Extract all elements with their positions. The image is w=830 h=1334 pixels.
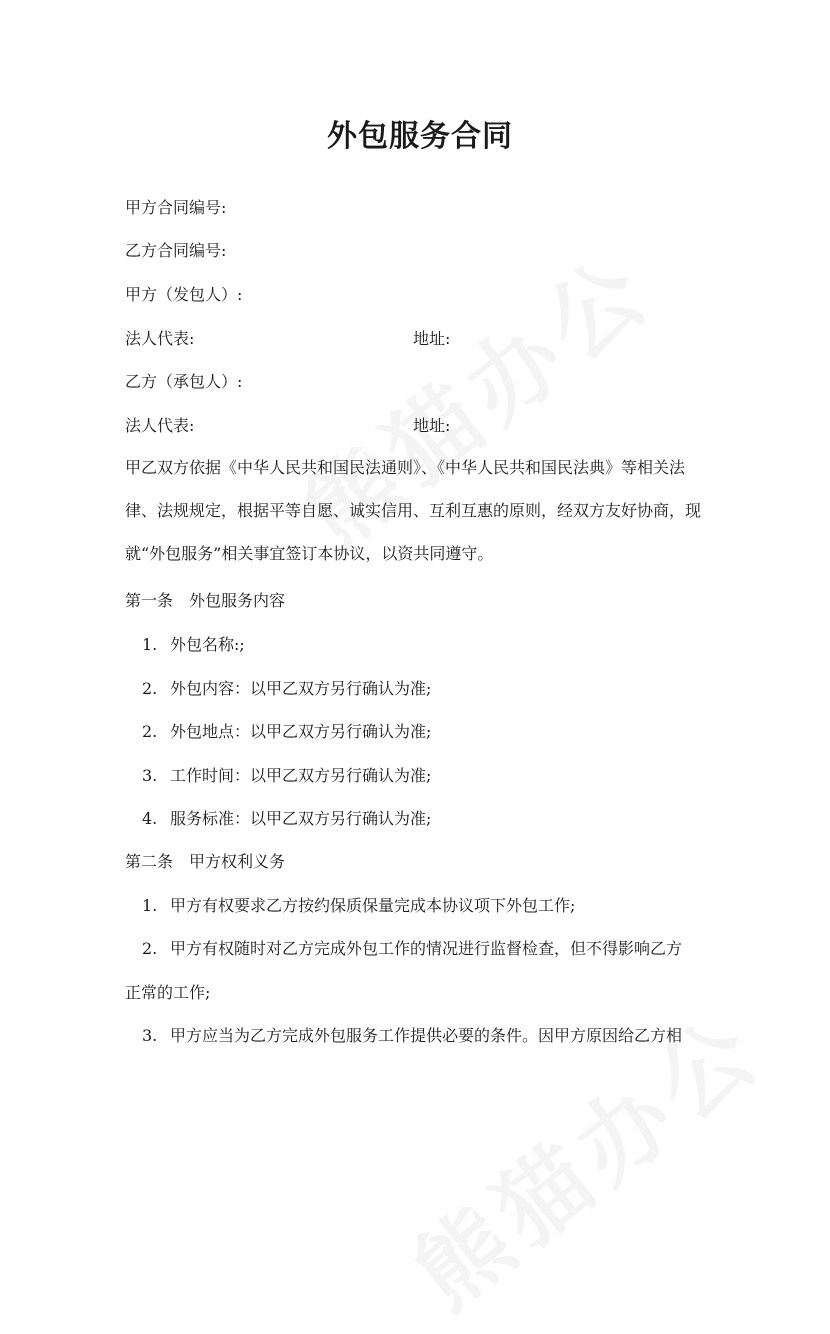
list-item-number: 2. — [142, 679, 158, 698]
party-b-representative: 法人代表: — [125, 416, 195, 435]
list-item — [142, 676, 431, 699]
party-a-label: 甲方（发包人）: — [125, 285, 243, 304]
list-item — [142, 763, 431, 786]
list-item-continuation: 正常的工作; — [125, 983, 211, 1002]
section-2-heading: 第二条 甲方权利义务 — [125, 852, 286, 871]
section-1-heading: 第一条 外包服务内容 — [125, 591, 286, 610]
list-item-number: 3. — [142, 1026, 158, 1045]
party-a-representative: 法人代表: — [125, 329, 195, 348]
list-item-text: 甲方有权随时对乙方完成外包工作的情况进行监督检查，但不得影响乙方 — [170, 939, 683, 958]
list-item-text: 外包内容：以甲乙双方另行确认为准; — [170, 679, 432, 698]
list-item-number: 4. — [142, 809, 158, 828]
party-a-contract-number: 甲方合同编号: — [125, 198, 227, 217]
intro-paragraph: 甲乙双方依据《中华人民共和国民法通则》、《中华人民共和国民法典》等相关法律、法规规定，根据平等自愿、诚实信用、互利互惠的原则，经双方友好协商，现就“外包服务”相关事宜签订本协议，以资共同遵守。 — [125, 458, 702, 563]
document-title: 外包服务合同 — [327, 119, 513, 154]
list-item-text: 服务标准：以甲乙双方另行确认为准; — [170, 809, 432, 828]
list-item-text: 外包名称:; — [170, 635, 245, 654]
list-item — [142, 719, 431, 742]
party-a-address: 地址: — [413, 329, 451, 348]
party-b-address: 地址: — [413, 416, 451, 435]
party-a-representative-row — [125, 326, 451, 349]
list-item-number: 2. — [142, 722, 158, 741]
list-item — [142, 893, 575, 916]
party-b-contract-number: 乙方合同编号: — [125, 241, 227, 260]
list-item-text: 工作时间：以甲乙双方另行确认为准; — [170, 766, 432, 785]
party-b-label: 乙方（承包人）: — [125, 372, 243, 391]
list-item — [142, 806, 431, 829]
list-item-number: 1. — [142, 896, 158, 915]
list-item — [142, 632, 245, 655]
list-item-number: 3. — [142, 766, 158, 785]
party-b-representative-row — [125, 413, 451, 436]
list-item-text: 甲方有权要求乙方按约保质保量完成本协议项下外包工作; — [170, 896, 576, 915]
list-item-number: 2. — [142, 939, 158, 958]
list-item — [142, 1023, 682, 1046]
list-item — [142, 936, 682, 959]
list-item-number: 1. — [142, 635, 158, 654]
list-item-text: 甲方应当为乙方完成外包服务工作提供必要的条件。因甲方原因给乙方相 — [170, 1026, 683, 1045]
list-item-text: 外包地点：以甲乙双方另行确认为准; — [170, 722, 432, 741]
